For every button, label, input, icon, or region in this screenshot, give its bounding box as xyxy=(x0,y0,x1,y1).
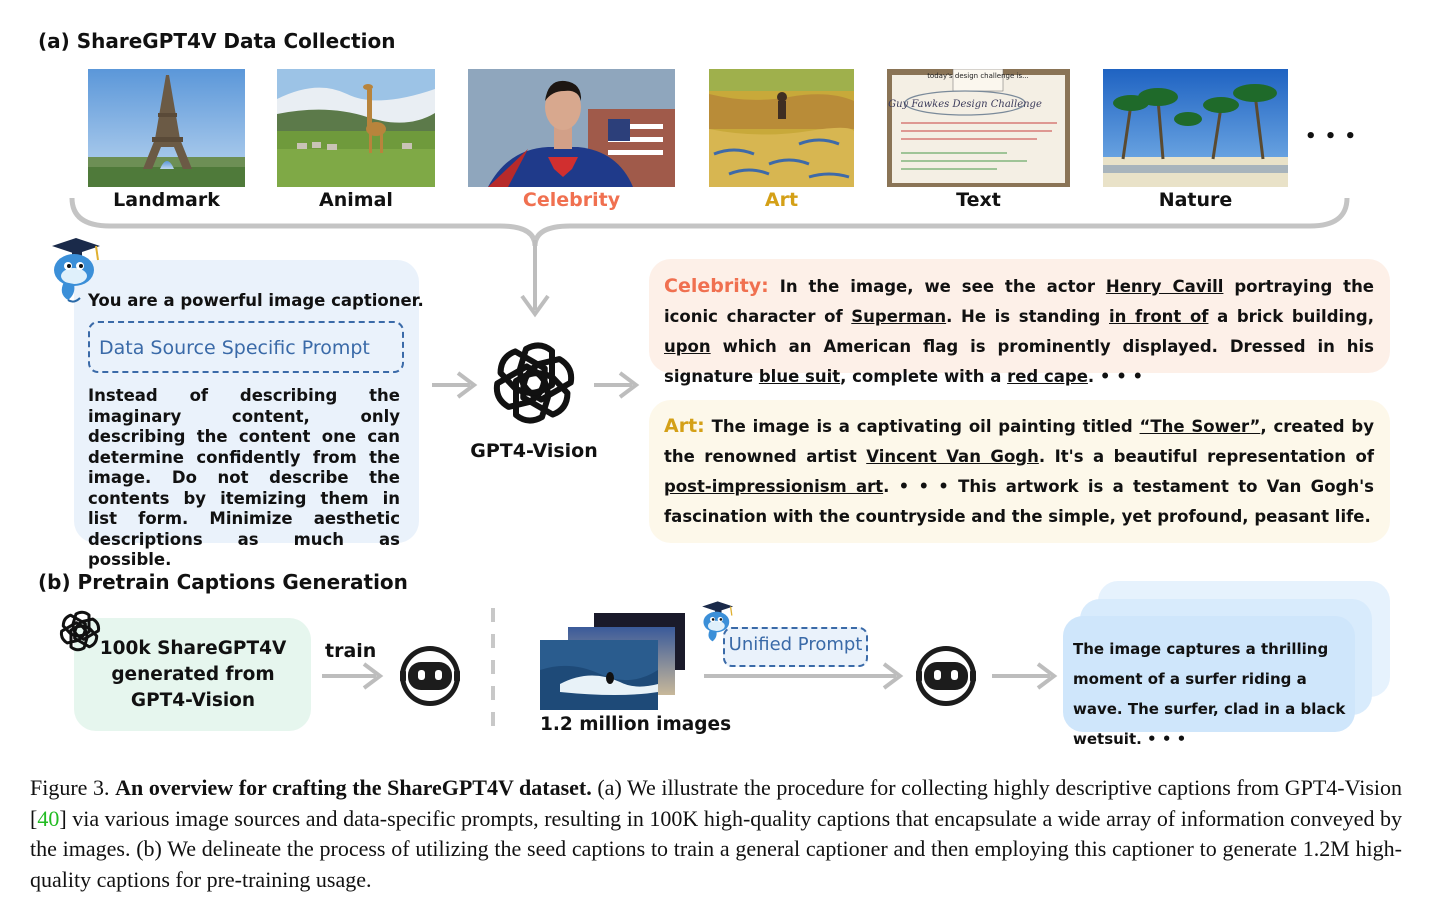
source-label-landmark: Landmark xyxy=(113,189,220,211)
citation-link[interactable]: 40 xyxy=(37,805,60,831)
whiteboard-caption-text: today's design challenge is... xyxy=(927,72,1029,80)
celebrity-output-text: Celebrity: In the image, we see the actor Henry Cavill portraying the iconic character of Superman. He is standing in front of a brick building, upon which an American flag is prominently displayed. Dressed in his signature blue suit, complete with a red cape. • • • xyxy=(664,275,1375,386)
source-label-art: Art xyxy=(764,189,799,211)
images-count-label: 1.2 million images xyxy=(540,714,732,735)
gpt4-vision-label: GPT4-Vision xyxy=(470,440,598,462)
celebrity-tag: Celebrity: xyxy=(664,275,769,297)
train-label: train xyxy=(325,640,377,662)
figure-title: An overview for crafting the ShareGPT4V dataset. xyxy=(115,775,592,800)
section-b-title: (b) Pretrain Captions Generation xyxy=(38,570,408,594)
openai-logo-icon xyxy=(490,339,578,427)
source-label-animal: Animal xyxy=(319,189,393,211)
robot-icon xyxy=(398,644,462,708)
prompt-intro: You are a powerful image captioner. xyxy=(88,291,424,310)
more-sources-ellipsis: • • • xyxy=(1305,126,1358,147)
dolphin-mascot-icon xyxy=(44,236,106,304)
whiteboard-title-text: Guy Fawkes Design Challenge xyxy=(888,99,1042,110)
output-caption-text: The image captures a thrilling moment of a surfer riding a wave. The surfer, clad in a black wetsuit. • • • xyxy=(1073,640,1346,748)
source-label-nature: Nature xyxy=(1158,189,1233,211)
prompt-instructions: Instead of describing the imaginary content, only describing the content one can determine confidently from the image. Do not describe the contents by itemizing them in list form. Minimize aesthetic descriptions as much as possible. xyxy=(88,386,400,569)
source-label-celebrity: Celebrity xyxy=(522,189,621,211)
dolphin-mascot-icon xyxy=(697,600,737,644)
figure-caption: Figure 3. An overview for crafting the ShareGPT4V dataset. (a) We illustrate the procedure for collecting highly descriptive captions from GPT4-Vision [40] via various image sources and data-specific prompts, resulting in 100K high-quality captions that encapsulate a wide array of information conveyed by the images. (b) We delineate the process of utilizing the seed captions to train a general captioner and then employing this captioner to generate 1.2M high-quality captions for pre-training usage. xyxy=(30,775,1402,892)
figure-label: Figure 3. xyxy=(30,775,110,800)
surfer-image xyxy=(540,640,658,710)
robot-icon xyxy=(914,644,978,708)
source-label-text: Text xyxy=(956,189,1001,211)
section-a-title: (a) ShareGPT4V Data Collection xyxy=(38,29,396,53)
art-output-text: Art: The image is a captivating oil painting titled “The Sower”, created by the renowned artist Vincent Van Gogh. It's a beautiful representation of post-impressionism art. • • • This artwork is a testament to Van Gogh's fascination with the countryside and the simple, yet profound, peasant life. xyxy=(664,415,1375,526)
unified-prompt-label: Unified Prompt xyxy=(728,634,863,655)
art-tag: Art: xyxy=(664,415,705,437)
seed-captions-label: 100k ShareGPT4V generated from GPT4-Vision xyxy=(99,638,287,711)
specific-prompt-label: Data Source Specific Prompt xyxy=(99,337,370,359)
